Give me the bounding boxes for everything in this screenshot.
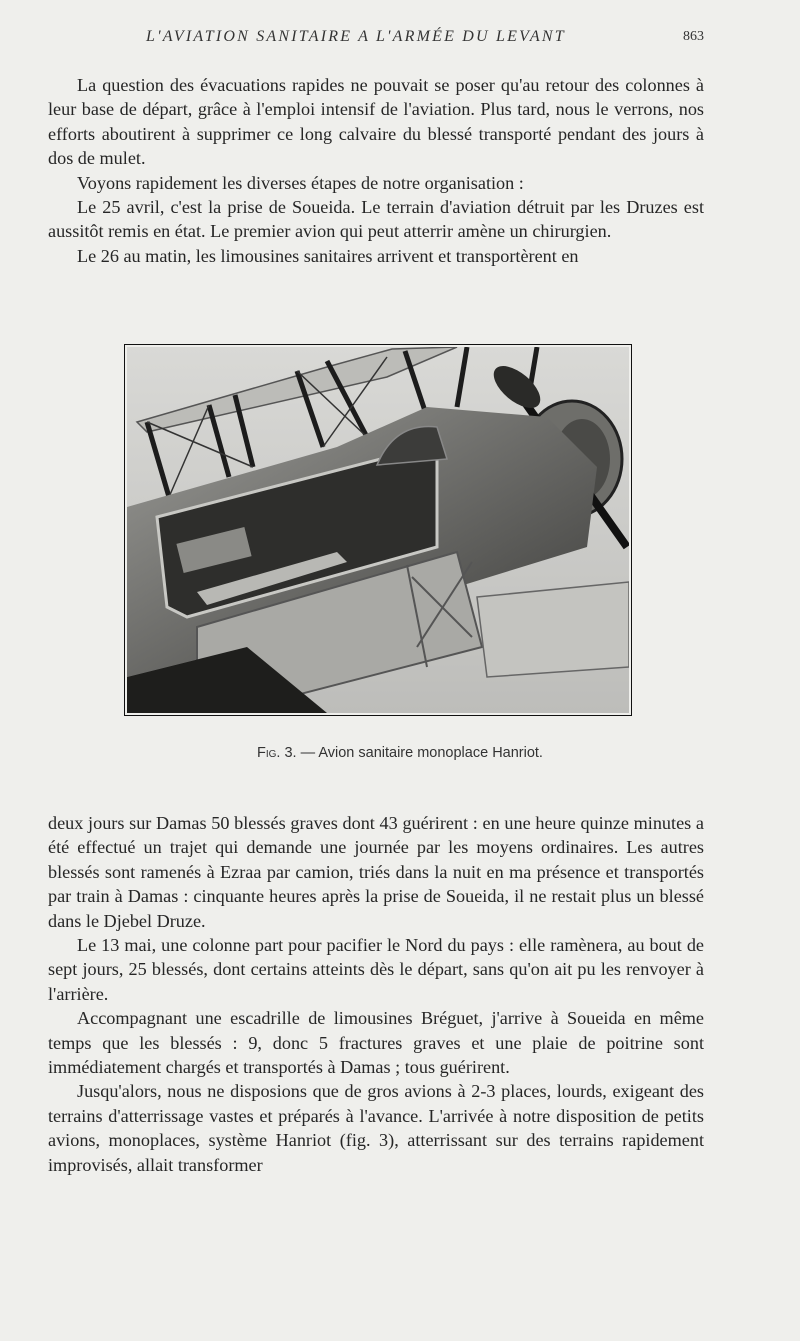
paragraph: deux jours sur Damas 50 blessés graves dont 43 guérirent : en une heure quinze minutes a été effectué un trajet qui demande une journée par les moyens ordinaires. Les autres blessés sont ramenés à Ezraa par camion, triés dans la nuit en ma présence et transportés par train à Damas : cinquante heures après la prise de Soueida, il ne restait plus un blessé dans le Djebel Druze. <box>48 813 704 931</box>
airplane-photo-illustration <box>127 347 629 713</box>
figure-photograph <box>124 344 632 716</box>
figure-label: Fig. 3. <box>257 745 297 761</box>
paragraph: Le 25 avril, c'est la prise de Soueida. Le terrain d'aviation détruit par les Druzes est aussitôt remis en état. Le premier avion qui peut atterrir amène un chirurgien. <box>48 197 704 242</box>
running-title: L'AVIATION SANITAIRE A L'ARMÉE DU LEVANT <box>146 28 566 45</box>
page-header <box>48 28 704 52</box>
figure-caption <box>48 745 752 761</box>
paragraph: La question des évacuations rapides ne pouvait se poser qu'au retour des colonnes à leur base de départ, grâce à l'emploi intensif de l'aviation. Plus tard, nous le verrons, nos efforts aboutirent à supprimer ce long calvaire du blessé transporté pendant des jours à dos de mulet. <box>48 75 704 169</box>
top-text-block <box>48 73 704 268</box>
paragraph: Voyons rapidement les diverses étapes de notre organisation : <box>77 172 524 193</box>
page-number: 863 <box>683 29 704 44</box>
paragraph: Accompagnant une escadrille de limousines Bréguet, j'arrive à Soueida en même temps que les blessés : 9, donc 5 fractures graves et une plaie de poitrine sont immédiatement chargés et transportés à Damas ; tous guérirent. <box>48 1008 704 1078</box>
paragraph: Le 13 mai, une colonne part pour pacifier le Nord du pays : elle ramènera, au bout de sept jours, 25 blessés, dont certains atteints dès le départ, sans qu'on ait pu les renvoyer à l'arrière. <box>48 935 704 1004</box>
figure-caption-text: — Avion sanitaire monoplace Hanriot. <box>296 745 543 761</box>
paragraph: Le 26 au matin, les limousines sanitaires arrivent et transportèrent en <box>77 245 579 266</box>
bottom-text-block <box>48 811 704 1177</box>
paragraph: Jusqu'alors, nous ne disposions que de gros avions à 2-3 places, lourds, exigeant des terrains d'atterrissage vastes et préparés à l'avance. L'arrivée à notre disposition de petits avions, monoplaces, système Hanriot (fig. 3), atterrissant sur des terrains rapidement improvisés, allait transformer <box>48 1081 704 1175</box>
